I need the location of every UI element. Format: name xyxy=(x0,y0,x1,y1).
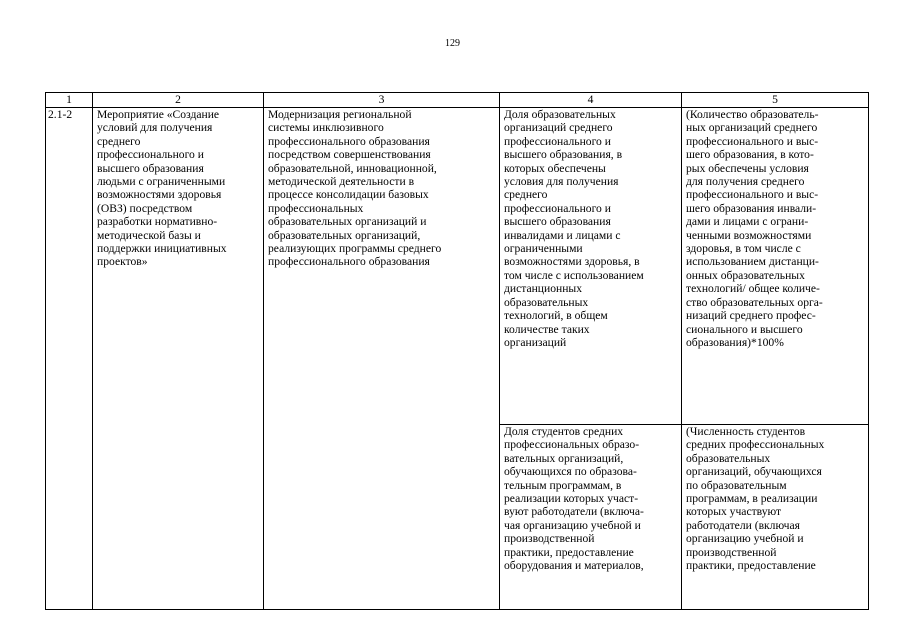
column-header: 4 xyxy=(500,93,682,108)
column-header: 5 xyxy=(682,93,869,108)
column-header: 2 xyxy=(93,93,264,108)
indicator-name-cell: Доля студентов средних профессиональных образо- вательных организаций, обучающихся по образова- тельным программам, в реализации которых участ- вуют работодатели (включа- чая организацию учебной и производственной практики, предоставление оборудования и материалов, xyxy=(500,425,682,610)
indicator-formula-cell: (Количество образователь- ных организаций среднего профессионального и выс- шего образования, в кото- рых обеспечены условия для получения среднего профессионального и выс- шего образования инвали- дами и лицами с ограни- ченными возможностями здоровья, в том числе с использованием дистанци- онных образовательных технологий/ общее количе- ство образовательных орга- низаций среднего профес- сионального и высшего образования)*100% xyxy=(682,108,869,425)
event-cell: Мероприятие «Создание условий для получения среднего профессионального и высшего образования людьми с ограниченными возможностями здоровья (ОВЗ) посредством разработки нормативно- методической базы и поддержки инициативных проектов» xyxy=(93,108,264,610)
indicator-name-cell: Доля образовательных организаций среднего профессионального и высшего образования, в которых обеспечены условия для получения среднего профессионального и высшего образования инвалидами и лицами с ограниченными возможностями здоровья, в том числе с использованием дистанционных образовательных технологий, в общем количестве таких организаций xyxy=(500,108,682,425)
indicator-formula-cell: (Численность студентов средних профессиональных образовательных организаций, обучающихся по образовательным программам, в реализации которых участвуют работодатели (включая организацию учебной и производственной практики, предоставление xyxy=(682,425,869,610)
row-code-cell: 2.1-2 xyxy=(46,108,93,610)
table-row xyxy=(46,108,869,425)
program-table xyxy=(45,92,869,610)
description-cell: Модернизация региональной системы инклюзивного профессионального образования посредством совершенствования образовательной, инновационной, методической деятельности в процессе консолидации базовых профессиональных образовательных организаций и образовательных организаций, реализующих программы среднего профессионального образования xyxy=(264,108,500,610)
column-header: 1 xyxy=(46,93,93,108)
table-header-row xyxy=(46,93,869,108)
page-number: 129 xyxy=(445,38,460,49)
column-header: 3 xyxy=(264,93,500,108)
